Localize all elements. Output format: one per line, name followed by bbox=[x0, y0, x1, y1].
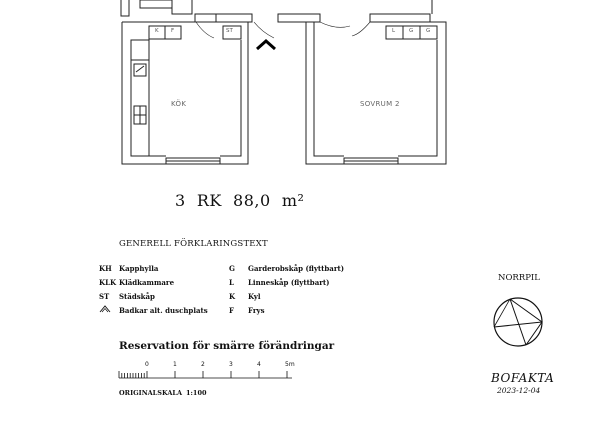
legend-code: F bbox=[229, 306, 234, 315]
entrance-arrow-icon bbox=[257, 41, 275, 49]
fixture-label: F bbox=[171, 28, 175, 34]
scale-bar bbox=[117, 368, 297, 382]
legend-text: Städskåp bbox=[119, 292, 155, 301]
room-label-bedroom: SOVRUM 2 bbox=[360, 100, 400, 108]
fixture-label: G bbox=[409, 28, 414, 34]
legend-code: L bbox=[229, 278, 234, 287]
legend-code: ST bbox=[99, 292, 110, 301]
legend-code: KH bbox=[99, 264, 112, 273]
legend-text: Badkar alt. duschplats bbox=[119, 306, 208, 315]
north-arrow-icon bbox=[490, 294, 546, 350]
legend-code: G bbox=[229, 264, 235, 273]
legend-text: Kyl bbox=[248, 292, 261, 301]
shower-icon bbox=[99, 304, 111, 314]
area-value: 88,0 bbox=[233, 191, 271, 210]
rooms-code: 3 bbox=[175, 191, 186, 210]
scale-tick-label: 1 bbox=[173, 361, 177, 368]
fixture-label: G bbox=[426, 28, 431, 34]
area-unit: m² bbox=[281, 191, 305, 210]
scale-tick-label: 4 bbox=[257, 361, 261, 368]
scale-tick-label: 2 bbox=[201, 361, 205, 368]
fixture-label: L bbox=[392, 28, 396, 34]
fixture-label: K bbox=[155, 28, 159, 34]
north-arrow-label: NORRPIL bbox=[498, 273, 540, 283]
scale-tick-label: 3 bbox=[229, 361, 233, 368]
scale-tick-label: 0 bbox=[145, 361, 149, 368]
legend-code: K bbox=[229, 292, 236, 301]
legend-text: Frys bbox=[248, 306, 265, 315]
apartment-summary bbox=[175, 193, 304, 209]
room-label-kitchen: KÖK bbox=[171, 100, 187, 108]
legend-text: Garderobskåp (flyttbart) bbox=[248, 264, 345, 273]
scale-label: ORIGINALSKALA bbox=[119, 389, 182, 397]
legend-text: Klädkammare bbox=[119, 278, 175, 287]
legend-text: Linneskåp (flyttbart) bbox=[248, 278, 330, 287]
legend-text: Kapphylla bbox=[119, 264, 159, 273]
fixture-label: ST bbox=[226, 28, 233, 34]
rooms-suffix: RK bbox=[196, 191, 222, 210]
legend-code: KLK bbox=[99, 278, 117, 287]
brand-name: BOFAKTA bbox=[491, 371, 555, 385]
legend-title: GENERELL FÖRKLARINGSTEXT bbox=[119, 239, 268, 249]
plan-date: 2023-12-04 bbox=[497, 386, 541, 395]
reservation-note: Reservation för smärre förändringar bbox=[119, 340, 335, 352]
scale-ratio: 1:100 bbox=[186, 389, 207, 397]
scale-tick-label: 5m bbox=[285, 361, 295, 368]
